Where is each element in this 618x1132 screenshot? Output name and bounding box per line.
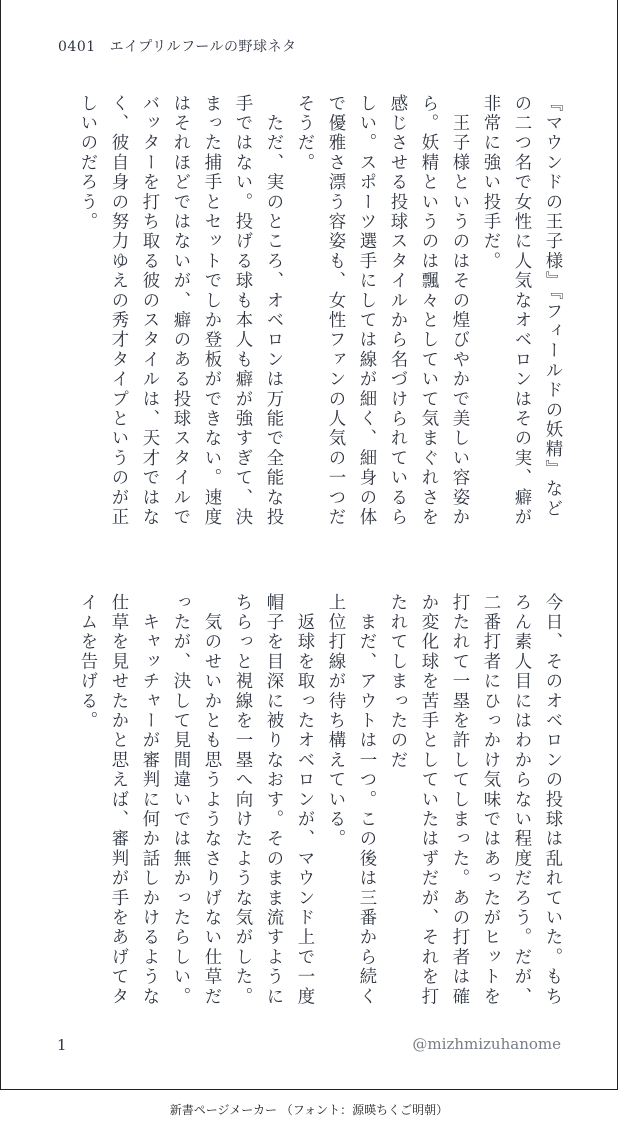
generator-credit: 新書ページメーカー （フォント：源暎ちくご明朝） [169, 1103, 449, 1117]
paragraph: 返球を取ったオベロンが、マウンド上で一度帽子を目深に被りなおす。そのまま流すようにちらっと視線を一塁へ向けたような気がした。 [232, 593, 314, 1007]
paragraph: 王子様というのはその煌びやかで美しい容姿から。妖精というのは飄々としていて気まぐれさを感じさせる投球スタイルから名づけられているらしい。スポーツ選手にしては線が細く、細身の体で優雅さ漂う容姿も、女性ファンの人気の一つだそうだ。 [294, 94, 469, 528]
story-title: エイプリルフールの野球ネタ [109, 39, 297, 55]
page-header [58, 36, 296, 56]
paragraph: キャッチャーが審判に何か話しかけるような仕草を見せたかと思えば、審判が手をあげてタイムを告げる。 [77, 593, 159, 1007]
page-number: 1 [57, 1036, 67, 1054]
paragraph: 『マウンドの王子様』『フィールドの妖精』などの二つ名で女性に人気なオベロンはその実、癖が非常に強い投手だ。 [480, 94, 562, 528]
paragraph: ただ、実のところ、オベロンは万能で全能な投手ではない。投げる球も本人も癖が強すぎて、決まった捕手とセットでしか登板ができない。速度はそれほどではないが、癖のある投球スタイルでバッターを打ち取る彼のスタイルは、天才ではなく、彼自身の努力ゆえの秀才タイプというのが正しいのだろう。 [77, 94, 283, 528]
paragraph: 気のせいかとも思うようなさりげない仕草だったが、決して見間違いでは無かったらしい。 [170, 593, 221, 1007]
author-handle: @mizhmizuhanome [412, 1035, 561, 1053]
paragraph: 今日、そのオベロンの投球は乱れていた。もちろん素人目にはわからない程度だろう。だが、二番打者にひっかけ気味ではあったがヒットを打たれて一塁を許してしまった。あの打者は確か変化球を苦手としていたはずだが、それを打たれてしまったのだ [387, 593, 562, 1007]
text-block-lower [57, 593, 567, 1013]
paragraph: まだ、アウトは一つ。この後は三番から続く上位打線が待ち構えている。 [325, 593, 376, 1007]
story-number: 0401 [58, 39, 96, 55]
text-block-upper [57, 94, 567, 534]
